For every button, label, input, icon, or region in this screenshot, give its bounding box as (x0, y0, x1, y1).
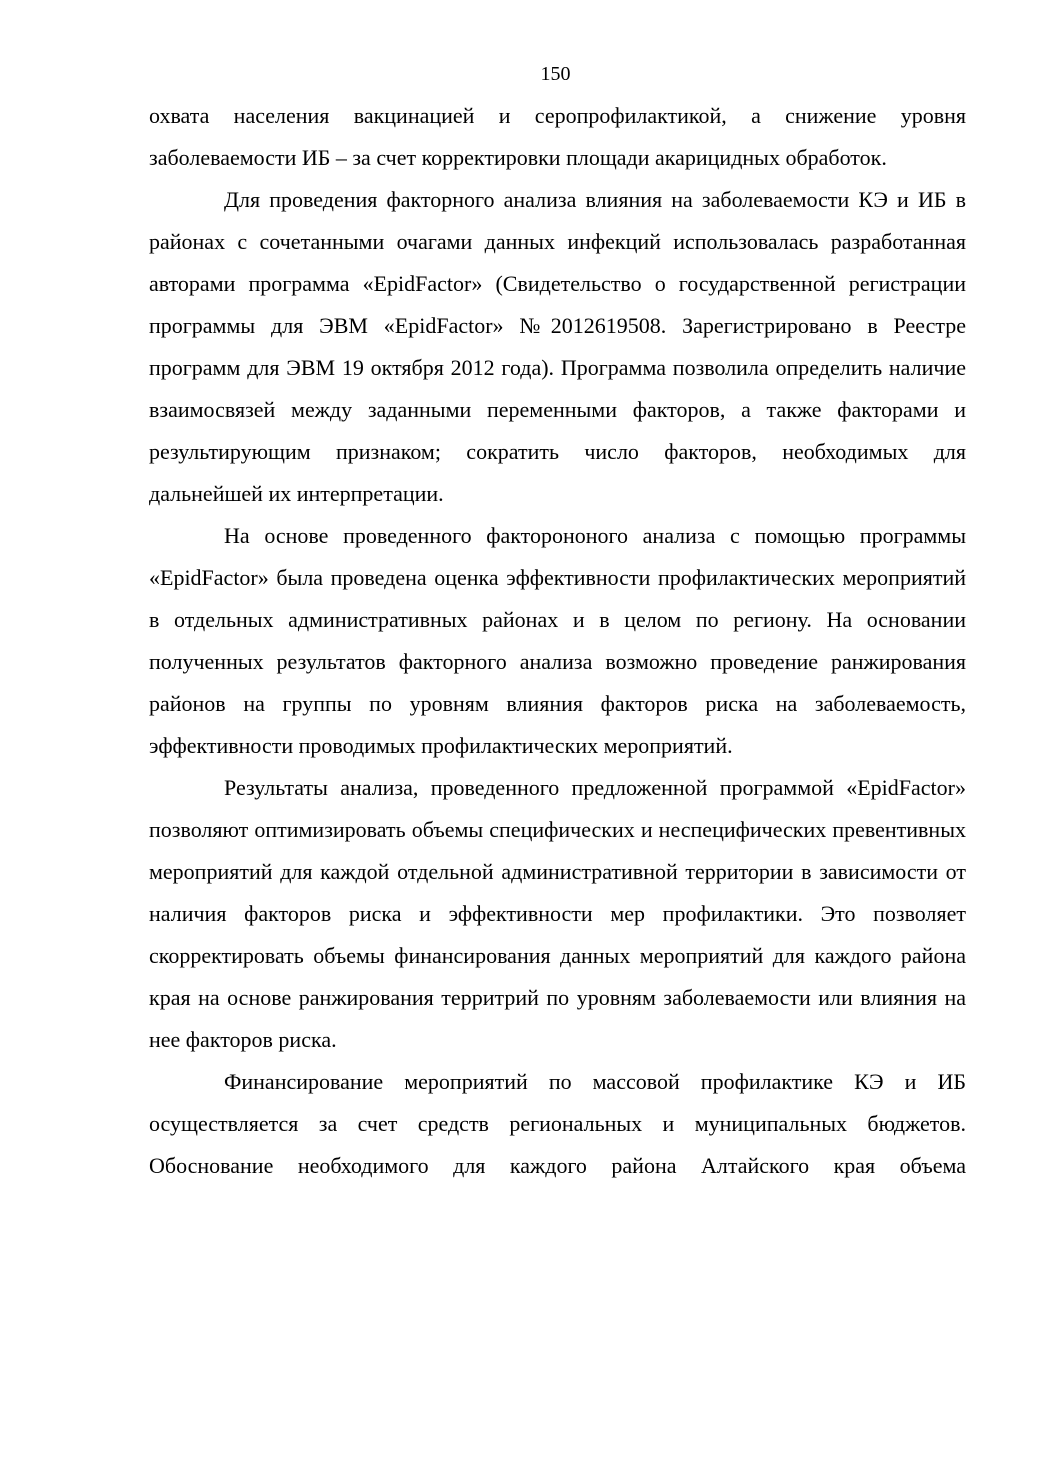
paragraph-3-factor-analysis: На основе проведенного факторононого анализа с помощью программы «EpidFactor» была проведена оценка эффективности профилактических мероприятий в отдельных административных районах и в целом по региону. На основании полученных результатов факторного анализа возможно проведение ранжирования районов на группы по уровням влияния факторов риска на заболеваемость, эффективности проводимых профилактических мероприятий. (149, 523, 966, 758)
page-number: 150 (540, 63, 571, 85)
paragraph-4-results: Результаты анализа, проведенного предложенной программой «EpidFactor» позволяют оптимизировать объемы специфических и неспецифических превентивных мероприятий для каждой отдельной административной территории в зависимости от наличия факторов риска и эффективности мер профилактики. Это позволяет скорректировать объемы финансирования данных мероприятий для каждого района края на основе ранжирования территрий по уровням заболеваемости или влияния на нее факторов риска. (149, 775, 966, 1052)
paragraph-2-epidfactor-program: Для проведения факторного анализа влияния на заболеваемости КЭ и ИБ в районах с сочетанными очагами данных инфекций использовалась разработанная авторами программа «EpidFactor» (Свидетельство о государственной регистрации программы для ЭВМ «EpidFactor» №2012619508. Зарегистрировано в Реестре программ для ЭВМ 19 октября 2012 года). Программа позволила определить наличие взаимосвязей между заданными переменными факторов, а также факторами и результирующим признаком; сократить число факторов, необходимых для дальнейшей их интерпретации. (149, 187, 966, 506)
paragraph-5-financing: Финансирование мероприятий по массовой профилактике КЭ и ИБ осуществляется за счет средств региональных и муниципальных бюджетов. Обоснование необходимого для каждого района Алтайского края объема (149, 1069, 966, 1178)
paragraph-1-continuation: охвата населения вакцинацией и серопрофилактикой, а снижение уровня заболеваемости ИБ – за счет корректировки площади акарицидных обработок. (149, 103, 966, 170)
body-text (149, 95, 966, 1187)
